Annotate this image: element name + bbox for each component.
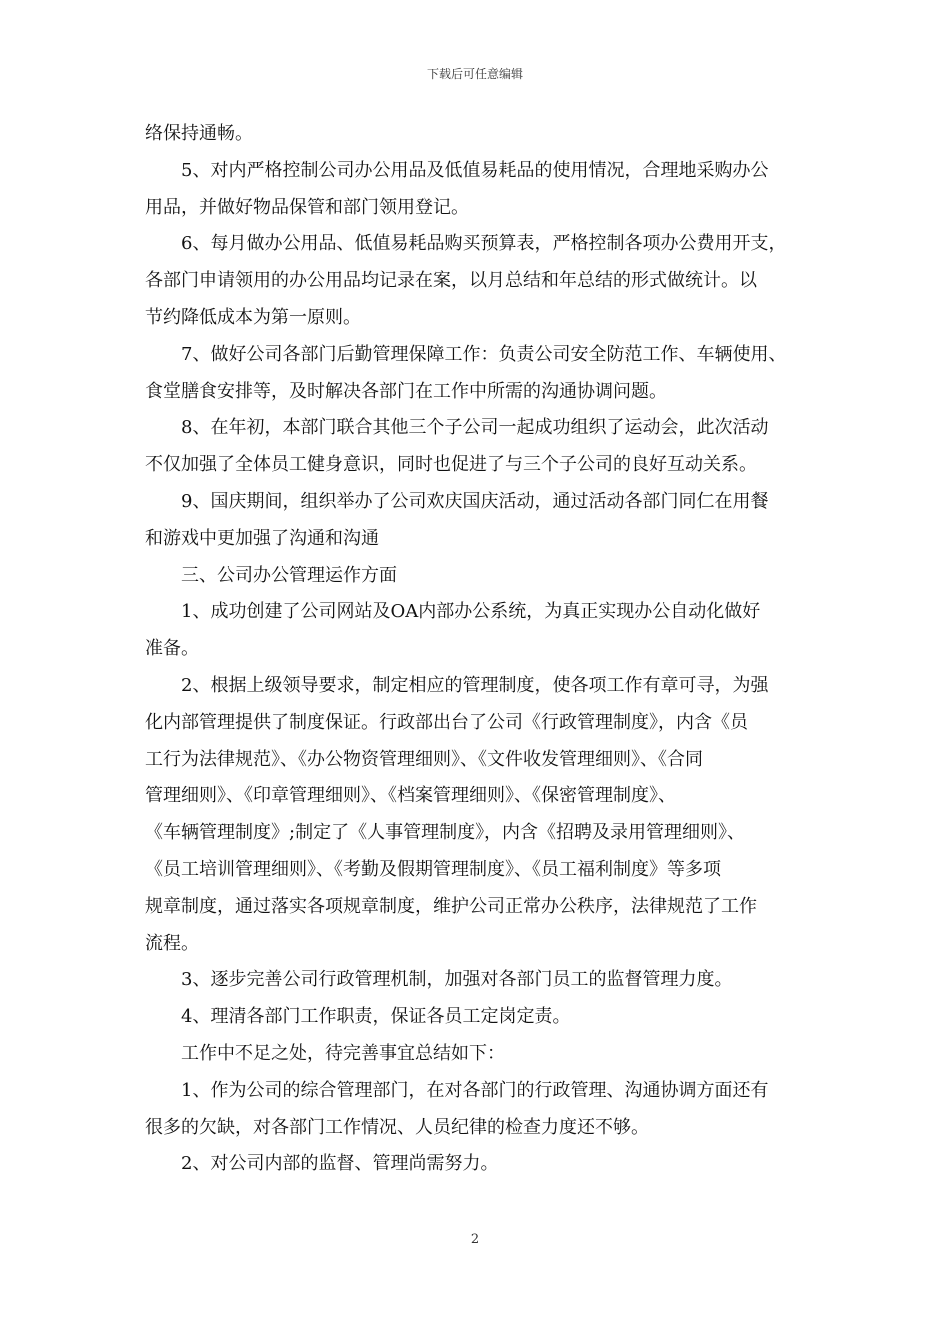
text-line: 络保持通畅。: [145, 123, 253, 144]
text-line: 化内部管理提供了制度保证。行政部出台了公司《行政管理制度》，内含《员: [145, 711, 748, 733]
text-line: 准备。: [145, 638, 199, 660]
text-line: 不仅加强了全体员工健身意识，同时也促进了与三个子公司的良好互动关系。: [145, 454, 757, 476]
text-line: 食堂膳食安排等，及时解决各部门在工作中所需的沟通协调问题。: [145, 380, 667, 402]
text-line: 2、根据上级领导要求，制定相应的管理制度，使各项工作有章可寻，为强: [145, 674, 769, 696]
text-line: 7、做好公司各部门后勤管理保障工作：负责公司安全防范工作、车辆使用、: [145, 343, 787, 365]
text-line: 3、逐步完善公司行政管理机制，加强对各部门员工的监督管理力度。: [145, 969, 733, 991]
text-line: 用品，并做好物品保管和部门领用登记。: [145, 196, 469, 218]
text-line: 节约降低成本为第一原则。: [145, 306, 361, 328]
page-number: 2: [470, 1232, 480, 1247]
text-line: 9、国庆期间，组织举办了公司欢庆国庆活动，通过活动各部门同仁在用餐: [145, 490, 769, 512]
page-header: 下载后可任意编辑: [426, 67, 523, 81]
text-line: 流程。: [145, 932, 199, 954]
text-line: 各部门申请领用的办公用品均记录在案，以月总结和年总结的形式做统计。以: [145, 270, 757, 292]
text-line: 1、成功创建了公司网站及OA内部办公系统，为真正实现办公自动化做好: [145, 601, 761, 623]
text-line: 规章制度，通过落实各项规章制度，维护公司正常办公秩序，法律规范了工作: [145, 895, 757, 917]
text-line: 6、每月做办公用品、低值易耗品购买预算表，严格控制各项办公费用开支，: [145, 233, 787, 255]
text-line: 很多的欠缺，对各部门工作情况、人员纪律的检查力度还不够。: [145, 1116, 649, 1138]
text-line: 管理细则》、《印章管理细则》、《档案管理细则》、《保密管理制度》、: [145, 785, 676, 807]
document-body: [145, 116, 825, 1183]
text-line: 4、理清各部门工作职责，保证各员工定岗定责。: [145, 1006, 571, 1028]
text-line: 5、对内严格控制公司办公用品及低值易耗品的使用情况，合理地采购办公: [145, 159, 769, 181]
text-line: 和游戏中更加强了沟通和沟通: [145, 527, 379, 549]
text-line: 2、对公司内部的监督、管理尚需努力。: [145, 1153, 499, 1175]
text-line: 工行为法律规范》、《办公物资管理细则》、《文件收发管理细则》、《合同: [145, 748, 703, 770]
text-line: 1、作为公司的综合管理部门，在对各部门的行政管理、沟通协调方面还有: [145, 1079, 769, 1101]
text-line: 《车辆管理制度》;制定了《人事管理制度》，内含《招聘及录用管理细则》、: [145, 822, 746, 844]
text-line: 《员工培训管理细则》、《考勤及假期管理制度》、《员工福利制度》等多项: [145, 858, 721, 880]
text-line: 工作中不足之处，待完善事宜总结如下：: [145, 1042, 505, 1064]
text-line: 8、在年初，本部门联合其他三个子公司一起成功组织了运动会，此次活动: [145, 417, 769, 439]
section-heading: 三、公司办公管理运作方面: [145, 564, 397, 586]
